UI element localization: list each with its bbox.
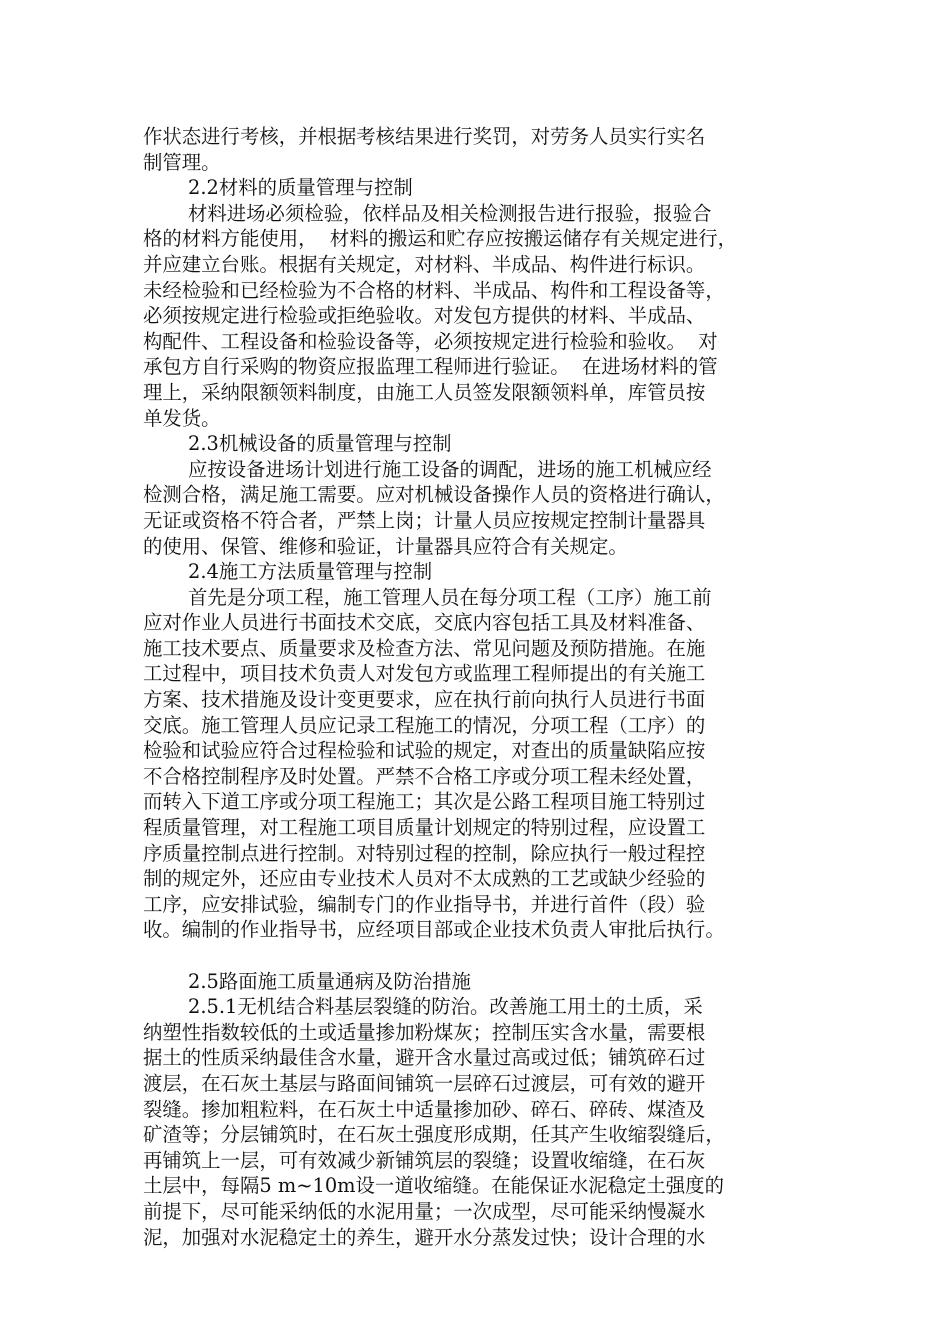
text-line: 检测合格，满足施工需要。应对机械设备操作人员的资格进行确认，	[143, 483, 725, 507]
text-line: 再铺筑上一层，可有效减少新铺筑层的裂缝；设置收缩缝，在石灰	[143, 1148, 706, 1172]
text-line: 交底。施工管理人员应记录工程施工的情况，分项工程（工序）的	[143, 713, 706, 737]
text-line: 前提下，尽可能采纳低的水泥用量；一次成型，尽可能采纳慢凝水	[143, 1199, 706, 1223]
text-line: 而转入下道工序或分项工程施工；其次是公路工程项目施工特别过	[143, 790, 706, 814]
text-line: 承包方自行采购的物资应报监理工程师进行验证。 在进场材料的管	[143, 355, 718, 379]
text-line: 材料进场必须检验，依样品及相关检测报告进行报验，报验合	[188, 201, 712, 225]
text-line: 纳塑性指数较低的土或适量掺加粉煤灰；控制压实含水量，需要根	[143, 1020, 706, 1044]
text-line: 工过程中，项目技术负责人对发包方或监理工程师提出的有关施工	[143, 662, 706, 686]
text-line: 裂缝。掺加粗粒料，在石灰土中适量掺加砂、碎石、碎砖、煤渣及	[143, 1097, 706, 1121]
blank-line	[143, 943, 809, 969]
text-line: 单发货。	[143, 406, 221, 430]
text-line: 未经检验和已经检验为不合格的材料、半成品、构件和工程设备等，	[143, 278, 725, 302]
text-line: 2.2材料的质量管理与控制	[188, 176, 413, 200]
text-line: 程质量管理，对工程施工项目质量计划规定的特别过程，应设置工	[143, 816, 706, 840]
text-line: 应按设备进场计划进行施工设备的调配，进场的施工机械应经	[188, 457, 712, 481]
text-line: 方案、技术措施及设计变更要求，应在执行前向执行人员进行书面	[143, 688, 706, 712]
text-line: 2.5.1无机结合料基层裂缝的防治。改善施工用土的土质，采	[188, 995, 703, 1019]
text-line: 格的材料方能使用， 材料的搬运和贮存应按搬运储存有关规定进行，	[143, 227, 738, 251]
text-line: 2.4施工方法质量管理与控制	[188, 560, 433, 584]
text-line: 首先是分项工程，施工管理人员在每分项工程（工序）施工前	[188, 585, 712, 609]
text-line: 序质量控制点进行控制。对特别过程的控制，除应执行一般过程控	[143, 841, 706, 865]
text-line: 制的规定外，还应由专业技术人员对不太成熟的工艺或缺少经验的	[143, 867, 706, 891]
text-line: 施工技术要点、质量要求及检查方法、常见问题及预防措施。在施	[143, 636, 706, 660]
text-line: 的使用、保管、维修和验证，计量器具应符合有关规定。	[143, 534, 628, 558]
document-page	[143, 124, 809, 1250]
text-line: 构配件、工程设备和检验设备等，必须按规定进行检验和验收。 对	[143, 329, 718, 353]
text-line: 不合格控制程序及时处置。严禁不合格工序或分项工程未经处置，	[143, 764, 706, 788]
text-line: 无证或资格不符合者，严禁上岗；计量人员应按规定控制计量器具	[143, 508, 706, 532]
text-line: 2.3机械设备的质量管理与控制	[188, 432, 452, 456]
text-line: 收。编制的作业指导书，应经项目部或企业技术负责人审批后执行。	[143, 918, 725, 942]
text-line: 作状态进行考核，并根据考核结果进行奖罚，对劳务人员实行实名	[143, 125, 706, 148]
text-line: 据土的性质采纳最佳含水量，避开含水量过高或过低；铺筑碎石过	[143, 1046, 706, 1070]
text-line: 必须按规定进行检验或拒绝验收。对发包方提供的材料、半成品、	[143, 304, 706, 328]
text-line: 理上，采纳限额领料制度，由施工人员签发限额领料单，库管员按	[143, 380, 706, 404]
text-line: 土层中，每隔5 m~10m设一道收缩缝。在能保证水泥稳定土强度的	[143, 1174, 724, 1198]
text-line: 工序，应安排试验，编制专门的作业指导书，并进行首件（段）验	[143, 892, 706, 916]
text-line: 检验和试验应符合过程检验和试验的规定，对查出的质量缺陷应按	[143, 739, 706, 763]
text-line: 制管理。	[143, 150, 221, 174]
text-line: 应对作业人员进行书面技术交底，交底内容包括工具及材料准备、	[143, 611, 706, 635]
text-line: 并应建立台账。根据有关规定，对材料、半成品、构件进行标识。	[143, 252, 706, 276]
text-line: 泥，加强对水泥稳定土的养生，避开水分蒸发过快；设计合理的水	[143, 1225, 706, 1249]
text-line: 渡层，在石灰土基层与路面间铺筑一层碎石过渡层，可有效的避开	[143, 1071, 706, 1095]
text-line: 2.5路面施工质量通病及防治措施	[188, 969, 471, 993]
text-line: 矿渣等；分层铺筑时，在石灰土强度形成期，任其产生收缩裂缝后，	[143, 1123, 725, 1147]
